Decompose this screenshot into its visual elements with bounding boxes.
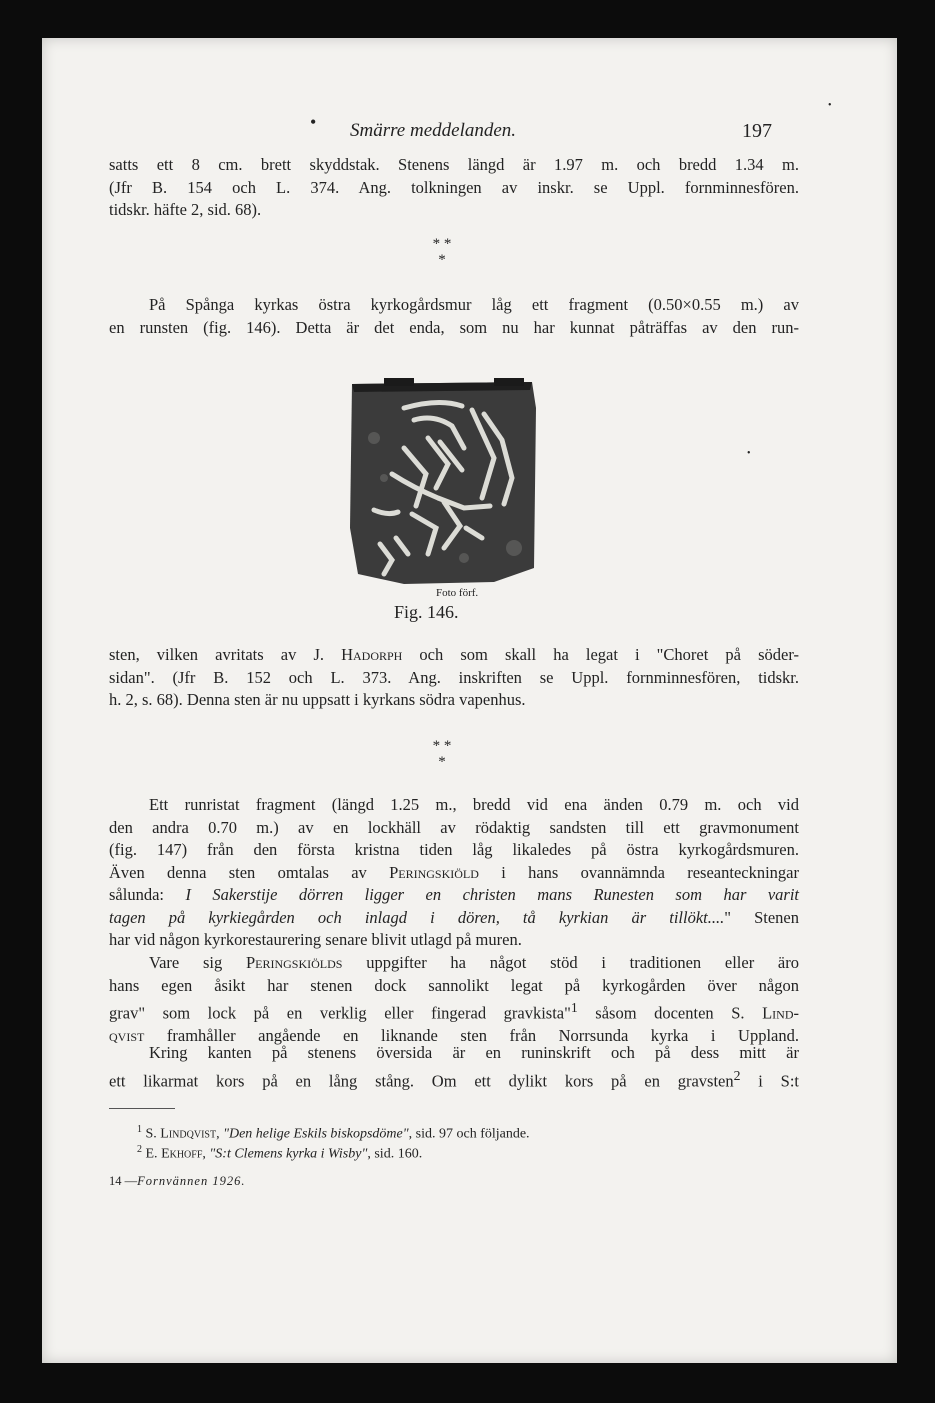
footnote-number: 1 (137, 1124, 142, 1135)
text-line: tagen på kyrkiegården och inlagd i dören, tå kyrkian är tillökt...." Stenen (109, 907, 799, 927)
author-name: qvist (109, 1026, 145, 1045)
footnote-2: $^2$ E. Ekhoff, "S:t Clemens kyrka i Wisby", sid. 160. (137, 1144, 423, 1162)
speck: • (747, 448, 751, 459)
paragraph-6 (109, 1042, 799, 1093)
text-line: Ett runristat fragment (längd 1.25 m., bredd vid ena änden 0.79 m. och vid (149, 795, 799, 814)
paragraph-4 (109, 794, 799, 952)
footnote-ref: 2 (733, 1067, 741, 1083)
section-separator (422, 236, 462, 268)
text-line: satts ett 8 cm. brett skyddstak. Stenens längd är 1.97 m. och bredd 1.34 m. (109, 155, 799, 174)
footnote-1: $^1$ S. Lindqvist, "Den helige Eskils biskopsdöme", sid. 97 och följande. (137, 1124, 530, 1142)
page-number: 197 (742, 120, 772, 142)
paragraph-1 (109, 154, 799, 222)
author-name: Peringskiöld (389, 862, 479, 882)
running-head: Smärre meddelanden. (350, 120, 517, 141)
figure-caption: Fig. 146. (394, 602, 459, 622)
text-line: ett likarmat kors på en lång stång. Om ett dylikt kors på en gravsten$^2$ i S:t (109, 1067, 799, 1090)
text-line: qvist framhåller angående en liknande sten från Norrsunda kyrka i Uppland. (109, 1026, 799, 1045)
page (42, 38, 897, 1363)
author-name: Lindqvist (160, 1126, 217, 1142)
paragraph-3 (109, 644, 799, 712)
text-line: Även denna sten omtalas av Peringskiöld i hans ovannämnda reseanteckningar (109, 862, 799, 882)
quotation: I Sakerstije dörren ligger en christen mans Runesten som har varit (185, 885, 799, 904)
cited-title: "Den helige Eskils biskopsdöme" (223, 1126, 409, 1142)
text-line: sidan". (Jfr B. 152 och L. 373. Ang. inskriften se Uppl. fornminnesfören, tidskr. (109, 667, 799, 687)
footnote-ref: 1 (570, 1000, 578, 1015)
section-separator (422, 738, 462, 770)
text-line: (Jfr B. 154 och L. 374. Ang. tolkningen av inskr. se Uppl. fornminnesfören. (109, 177, 799, 197)
text-line: en runsten (fig. 146). Detta är det enda, som nu har kunnat påträffas av den run- (109, 317, 799, 337)
text-line: sten, vilken avritats av J. Hadorph och som skall ha legat i "Choret på söder- (109, 645, 799, 664)
quotation: tagen på kyrkiegården och inlagd i dören, tå kyrkian är tillökt.... (109, 907, 725, 927)
footnote-number: 2 (137, 1144, 142, 1155)
text-line: har vid någon kyrkorestaurering senare blivit utlagd på muren. (109, 930, 522, 949)
runestone-fragment-photo (344, 378, 539, 588)
author-name: Peringskiölds (245, 953, 343, 972)
text-line: grav" som lock på en verklig eller fingerad gravkista"$^1$ såsom docenten S. Lind- (109, 1000, 799, 1023)
paragraph-2 (109, 294, 799, 339)
separator-bottom: * (438, 754, 446, 770)
author-name: Ekhoff (161, 1146, 203, 1162)
text-line: På Spånga kyrkas östra kyrkogårdsmur låg ett fragment (0.50×0.55 m.) av (149, 295, 799, 314)
header-dot: • (310, 112, 317, 132)
cited-title: "S:t Clemens kyrka i Wisby" (209, 1146, 368, 1162)
text-line: tidskr. häfte 2, sid. 68). (109, 200, 262, 219)
text-line: (fig. 147) från den första kristna tiden låg likaledes på östra kyrkogårdsmuren. (109, 840, 799, 859)
text-line: den andra 0.70 m.) av en lockhäll av rödaktig sandsten till ett gravmonument (109, 817, 799, 837)
text-line: Kring kanten på stenens översida är en runinskrift och på dess mitt är (149, 1043, 799, 1062)
separator-bottom: * (438, 252, 446, 268)
text-line: h. 2, s. 68). Denna sten är nu uppsatt i kyrkans södra vapenhus. (109, 690, 526, 709)
author-name: Lind- (762, 1003, 799, 1023)
author-name: Hadorph (341, 645, 403, 664)
text-line: Vare sig Peringskiölds uppgifter ha något stöd i traditionen eller äro (149, 953, 799, 972)
text-line: hans egen åsikt har stenen dock sannolikt legat på kyrkogården över någon (109, 975, 799, 995)
separator-top: * * (432, 236, 452, 252)
text-line: sålunda: I Sakerstije dörren ligger en christen mans Runesten som har varit (109, 885, 799, 904)
footnote-rule (109, 1108, 175, 1109)
journal-name: Fornvännen 1926. (137, 1174, 246, 1188)
separator-top: * * (432, 738, 452, 754)
paragraph-5 (109, 952, 799, 1048)
signature-line: 14 —Fornvännen 1926. (109, 1174, 246, 1188)
speck: • (828, 100, 832, 111)
photo-credit: Foto förf. (436, 587, 479, 599)
